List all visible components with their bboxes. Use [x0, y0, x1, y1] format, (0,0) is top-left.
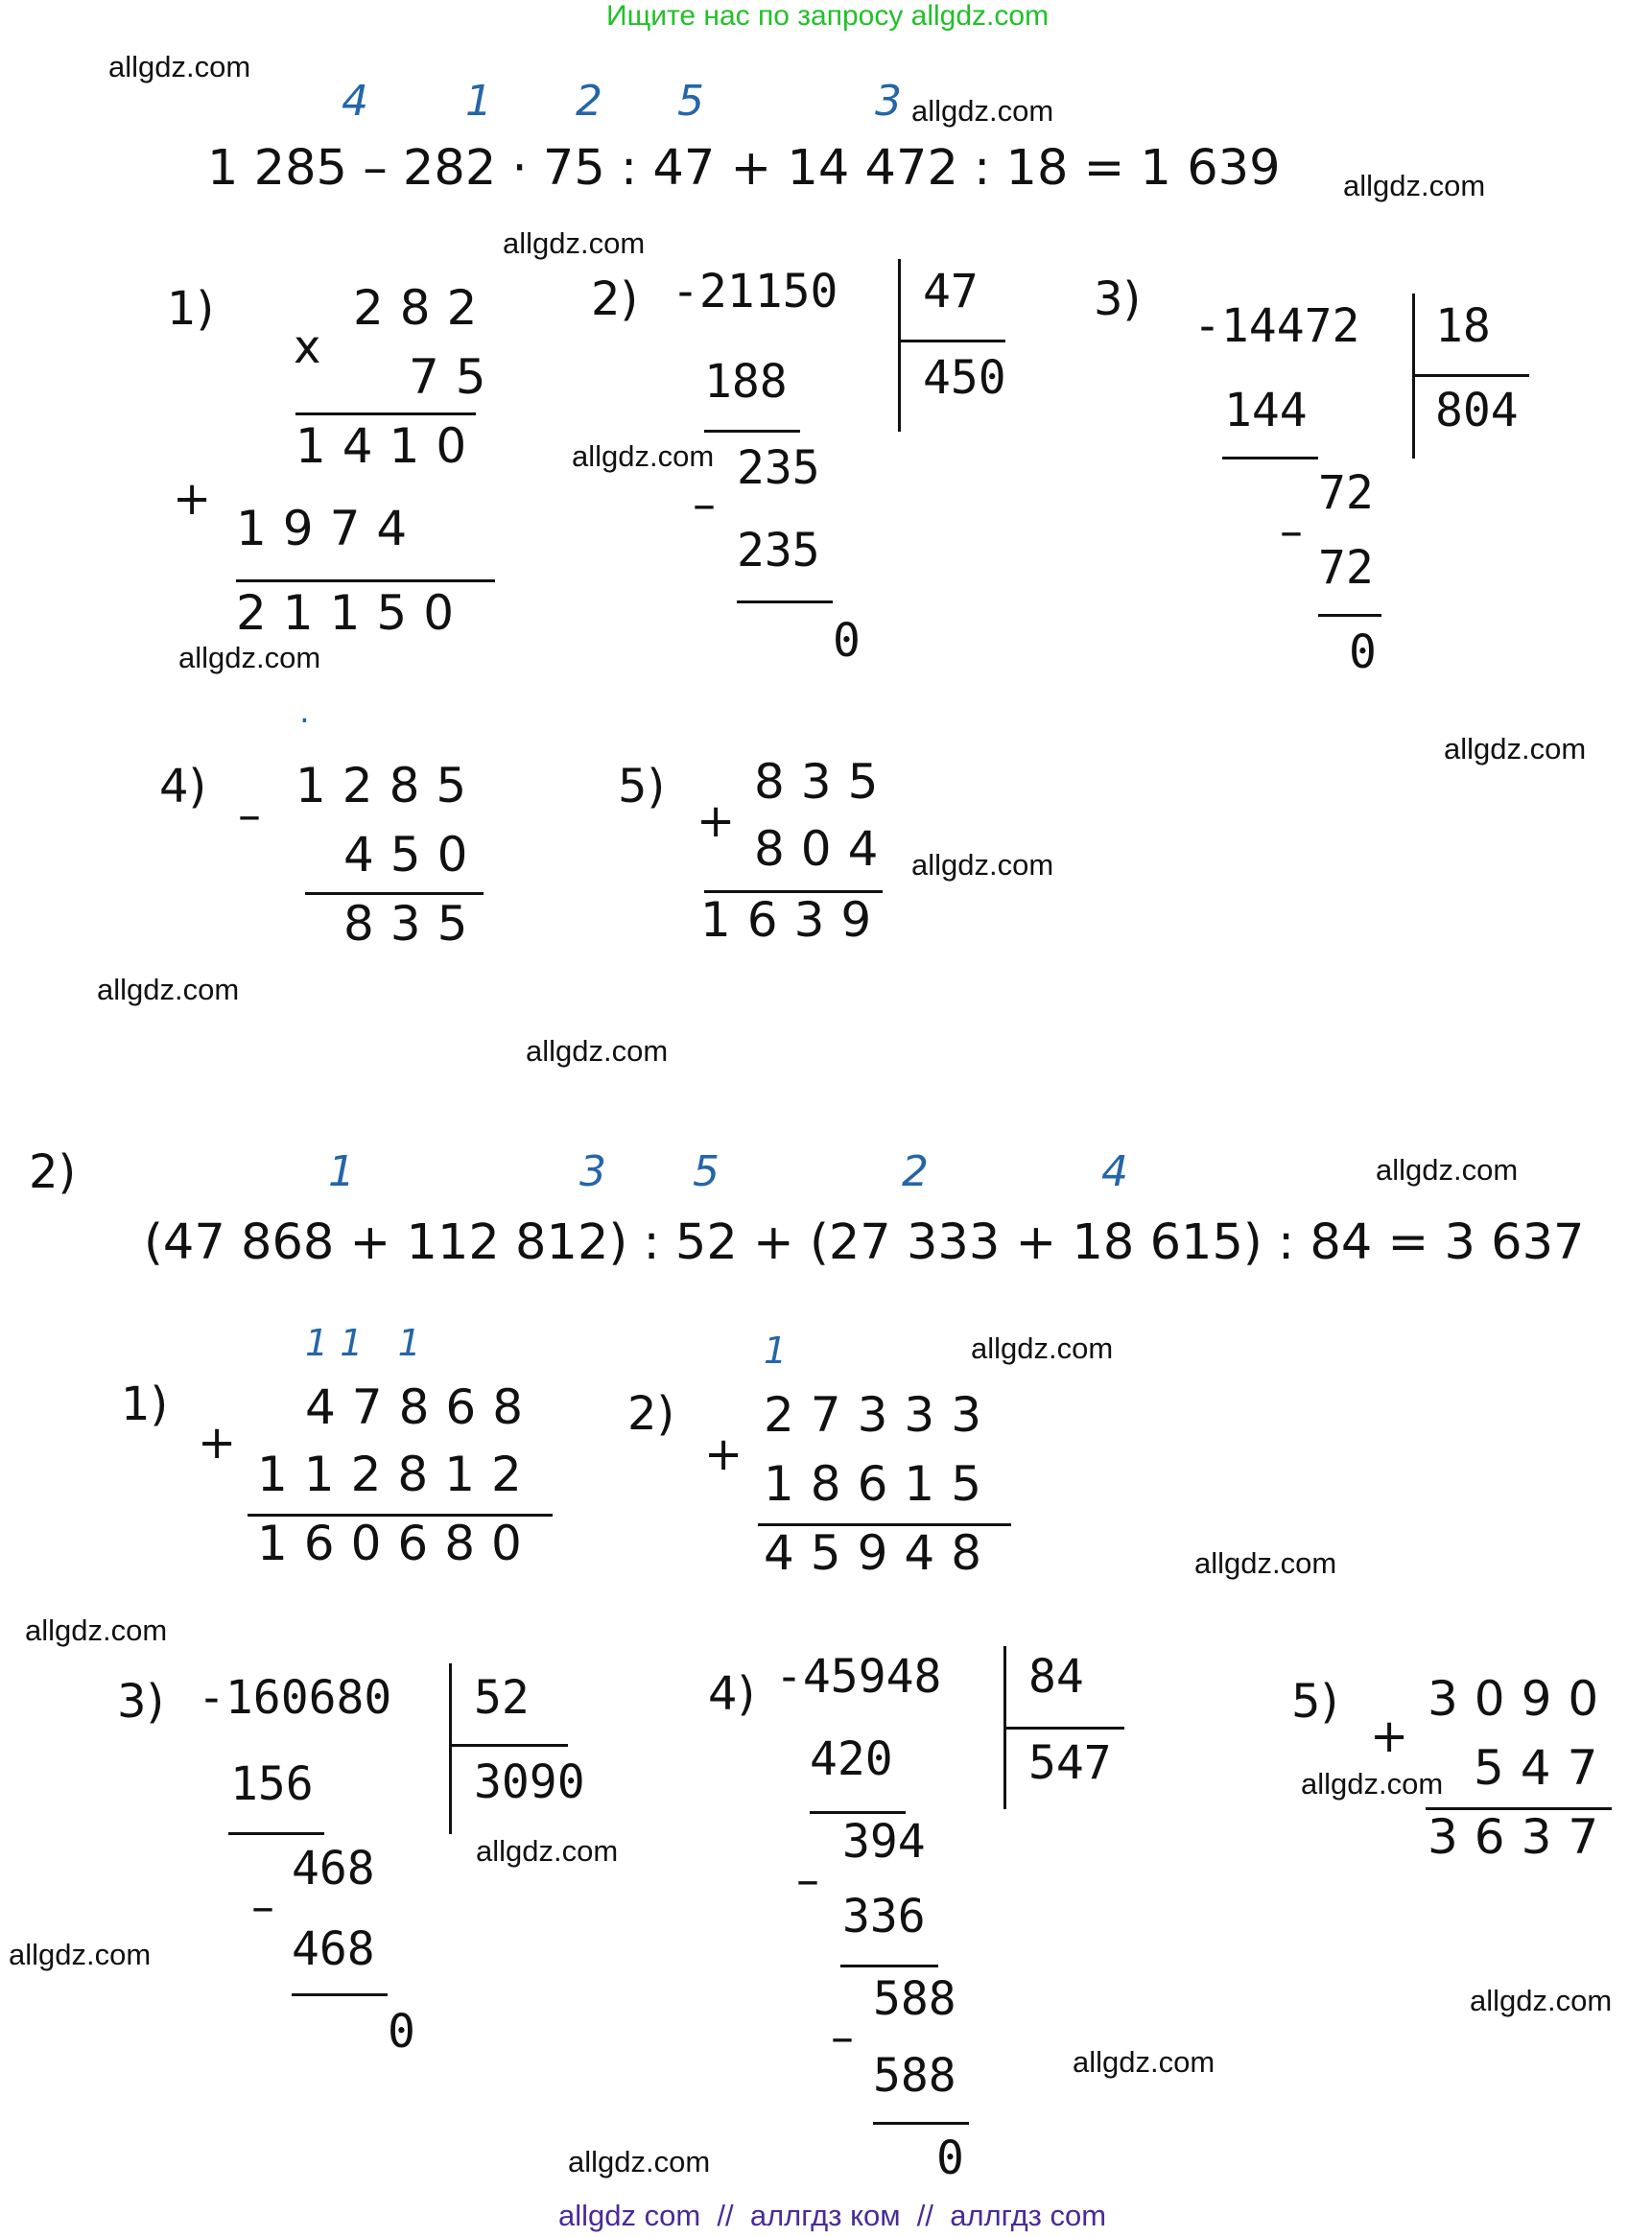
- divisor: 18: [1435, 299, 1491, 353]
- operand: 47868: [305, 1379, 540, 1435]
- underline: [236, 579, 495, 582]
- operand: 282: [353, 280, 494, 336]
- divisor: 52: [474, 1671, 530, 1725]
- plus-sign: +: [1370, 1709, 1409, 1763]
- difference: 835: [343, 896, 484, 952]
- watermark: allgdz.com: [971, 1331, 1114, 1365]
- remainder: 468: [292, 1842, 375, 1896]
- quotient: 547: [1028, 1736, 1112, 1790]
- operand: 3090: [1428, 1671, 1616, 1727]
- minus-sign: –: [831, 2011, 854, 2064]
- final-remainder: 0: [388, 2005, 415, 2059]
- quotient: 804: [1435, 384, 1519, 437]
- dot-mark: .: [299, 693, 310, 731]
- sum: 160680: [257, 1516, 538, 1571]
- division-bar: [449, 1663, 452, 1834]
- operand: 547: [1474, 1740, 1615, 1796]
- order-mark: 2: [902, 1147, 929, 1196]
- underline: [305, 892, 484, 895]
- underline: [810, 1811, 906, 1814]
- product: 21150: [236, 585, 471, 641]
- final-remainder: 0: [936, 2131, 964, 2185]
- partial-product: 1974: [236, 501, 424, 556]
- expression: (47 868 + 112 812) : 52 + (27 333 + 18 615) : 84 = 3 637: [144, 1214, 1585, 1271]
- operand: 804: [754, 821, 895, 877]
- watermark: allgdz.com: [1194, 1546, 1337, 1580]
- divisor: 47: [923, 265, 979, 318]
- watermark: allgdz.com: [1301, 1767, 1444, 1801]
- dividend: -21150: [672, 265, 838, 318]
- operand: 450: [343, 827, 484, 883]
- subtrahend: 235: [737, 524, 820, 577]
- sum: 3637: [1428, 1809, 1616, 1865]
- watermark: allgdz.com: [526, 1034, 669, 1068]
- minus-sign: –: [238, 789, 261, 842]
- operand: 112812: [257, 1447, 538, 1502]
- step-label: 5): [618, 760, 666, 813]
- operand: 835: [754, 754, 895, 810]
- watermark: allgdz.com: [503, 226, 646, 260]
- watermark: allgdz.com: [178, 641, 321, 674]
- part-label: 2): [29, 1145, 77, 1199]
- subtrahend: 72: [1318, 541, 1374, 595]
- underline: [840, 1965, 938, 1967]
- operand: 27333: [764, 1387, 999, 1443]
- subtrahend: 420: [810, 1732, 893, 1786]
- watermark: allgdz.com: [9, 1938, 152, 1971]
- order-mark: 2: [576, 77, 602, 126]
- final-remainder: 0: [1349, 625, 1377, 679]
- underline: [1222, 457, 1318, 459]
- remainder: 72: [1318, 466, 1374, 520]
- quotient: 3090: [474, 1755, 585, 1809]
- watermark: allgdz.com: [1444, 732, 1587, 765]
- watermark: allgdz.com: [911, 94, 1054, 128]
- partial-product: 1410: [295, 418, 484, 474]
- divisor: 84: [1028, 1650, 1084, 1704]
- underline: [292, 1993, 388, 1996]
- operand: 1285: [295, 758, 484, 813]
- step-label: 1): [121, 1378, 169, 1431]
- watermark: allgdz.com: [1343, 169, 1486, 202]
- quotient: 450: [923, 351, 1006, 405]
- dividend: -45948: [775, 1650, 942, 1704]
- footer-text: allgdz com // аллгдз ком // аллгдз com: [558, 2199, 1107, 2232]
- underline: [704, 430, 800, 433]
- minus-sign: –: [1280, 505, 1303, 558]
- step-label: 2): [591, 272, 639, 326]
- order-mark: 5: [677, 77, 704, 126]
- operand: 18615: [764, 1456, 999, 1512]
- expression: 1 285 – 282 · 75 : 47 + 14 472 : 18 = 1 639: [207, 140, 1281, 197]
- order-mark: 3: [579, 1147, 606, 1196]
- step-label: 5): [1291, 1675, 1339, 1729]
- watermark: allgdz.com: [476, 1834, 619, 1868]
- division-line: [898, 340, 1005, 342]
- division-line: [449, 1744, 568, 1747]
- carry-marks: 1: [764, 1330, 788, 1372]
- sum: 1639: [700, 892, 888, 948]
- watermark: allgdz.com: [97, 973, 240, 1006]
- subtrahend: 156: [230, 1757, 314, 1811]
- order-mark: 5: [693, 1147, 720, 1196]
- minus-sign: –: [796, 1853, 819, 1907]
- remainder: 235: [737, 441, 820, 495]
- subtrahend: 468: [292, 1922, 375, 1976]
- division-line: [1412, 374, 1529, 377]
- step-label: 4): [708, 1667, 756, 1721]
- remainder: 394: [842, 1815, 926, 1869]
- watermark: allgdz.com: [568, 2145, 711, 2178]
- watermark: allgdz.com: [1470, 1984, 1613, 2017]
- plus-sign: +: [173, 472, 212, 526]
- watermark: allgdz.com: [572, 439, 715, 473]
- step-label: 3): [1094, 272, 1142, 326]
- step-label: 3): [117, 1675, 165, 1729]
- plus-sign: +: [696, 794, 736, 848]
- order-mark: 1: [465, 77, 492, 126]
- top-banner: Ищите нас по запросу allgdz.com: [606, 0, 1050, 32]
- minus-sign: –: [251, 1880, 274, 1934]
- step-label: 1): [167, 282, 215, 336]
- step-label: 4): [159, 760, 207, 813]
- remainder: 588: [873, 1972, 956, 2026]
- minus-sign: –: [693, 478, 716, 531]
- division-line: [1003, 1727, 1124, 1730]
- multiply-sign: x: [294, 320, 321, 374]
- order-mark: 1: [328, 1147, 355, 1196]
- step-label: 2): [627, 1387, 675, 1441]
- plus-sign: +: [198, 1416, 237, 1470]
- underline: [295, 412, 476, 415]
- order-mark: 3: [875, 77, 902, 126]
- final-remainder: 0: [833, 614, 861, 668]
- watermark: allgdz.com: [25, 1613, 168, 1647]
- sum: 45948: [764, 1525, 999, 1581]
- watermark: allgdz.com: [1376, 1153, 1519, 1187]
- watermark: allgdz.com: [108, 50, 251, 83]
- operand: 75: [409, 349, 503, 405]
- subtrahend: 336: [842, 1890, 926, 1943]
- underline: [228, 1832, 324, 1835]
- underline: [873, 2122, 969, 2125]
- division-bar: [898, 259, 901, 432]
- carry-marks: 1 1 1: [305, 1322, 421, 1364]
- watermark: allgdz.com: [1073, 2045, 1215, 2079]
- dividend: -14472: [1193, 299, 1360, 353]
- subtrahend: 588: [873, 2049, 956, 2103]
- order-mark: 4: [342, 77, 368, 126]
- underline: [1318, 614, 1381, 617]
- subtrahend: 144: [1224, 384, 1308, 437]
- plus-sign: +: [704, 1427, 743, 1481]
- dividend: -160680: [198, 1671, 392, 1725]
- subtrahend: 188: [704, 355, 788, 409]
- underline: [737, 600, 833, 603]
- watermark: allgdz.com: [911, 848, 1054, 882]
- order-mark: 4: [1101, 1147, 1128, 1196]
